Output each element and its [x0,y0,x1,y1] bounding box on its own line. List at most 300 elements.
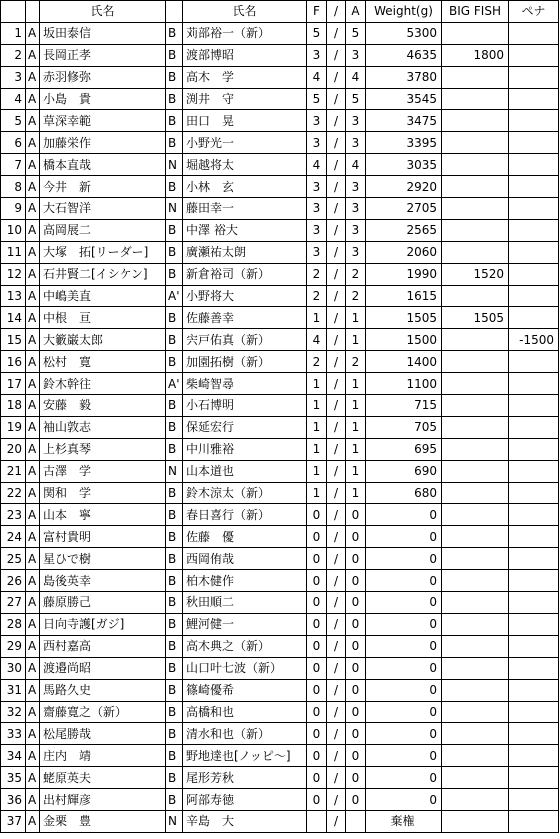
class1-cell: A [26,548,40,570]
slash-cell: / [327,395,346,417]
slash-cell: / [327,329,346,351]
name2-cell: 田口 晃 [183,110,307,132]
class2-cell: N [166,198,183,220]
penalty-cell: -1500 [509,329,559,351]
penalty-cell [509,460,559,482]
f-count-cell: 0 [307,592,327,614]
class1-cell: A [26,395,40,417]
name2-cell: 小林 玄 [183,176,307,198]
name1-cell: 蛯原英夫 [40,767,166,789]
slash-cell: / [327,44,346,66]
weight-cell: 0 [366,767,442,789]
table-row [1,351,559,373]
table-row [1,460,559,482]
weight-cell: 0 [366,745,442,767]
class1-cell: A [26,132,40,154]
class2-cell: B [166,176,183,198]
penalty-cell [509,263,559,285]
f-count-cell: 0 [307,548,327,570]
name2-cell: 渕井 守 [183,88,307,110]
a-count-cell: 1 [346,416,366,438]
header-class2 [166,1,183,23]
a-count-cell: 3 [346,176,366,198]
class2-cell: B [166,723,183,745]
name2-cell: 新倉裕司（新） [183,263,307,285]
a-count-cell: 1 [346,373,366,395]
row-index-cell: 1 [1,22,26,44]
slash-cell: / [327,263,346,285]
class1-cell: A [26,307,40,329]
penalty-cell [509,810,559,832]
name2-cell: 辛島 大 [183,810,307,832]
name2-cell: 堀越将太 [183,154,307,176]
weight-cell: 2705 [366,198,442,220]
slash-cell: / [327,745,346,767]
row-index-cell: 6 [1,132,26,154]
class1-cell: A [26,66,40,88]
bigfish-cell [442,438,509,460]
bigfish-cell [442,219,509,241]
row-index-cell: 25 [1,548,26,570]
table-row [1,198,559,220]
f-count-cell: 0 [307,504,327,526]
weight-cell: 3035 [366,154,442,176]
weight-cell: 705 [366,416,442,438]
bigfish-cell [442,504,509,526]
f-count-cell: 3 [307,241,327,263]
class2-cell: B [166,395,183,417]
weight-cell: 690 [366,460,442,482]
class2-cell: B [166,44,183,66]
slash-cell: / [327,285,346,307]
slash-cell: / [327,241,346,263]
bigfish-cell [442,789,509,811]
penalty-cell [509,592,559,614]
penalty-cell [509,395,559,417]
name1-cell: 高岡展二 [40,219,166,241]
row-index-cell: 32 [1,701,26,723]
table-row [1,613,559,635]
name1-cell: 富村貴明 [40,526,166,548]
row-index-cell: 2 [1,44,26,66]
f-count-cell: 0 [307,526,327,548]
slash-cell: / [327,613,346,635]
table-row [1,110,559,132]
class2-cell: B [166,110,183,132]
name2-cell: 秋田順二 [183,592,307,614]
f-count-cell: 4 [307,66,327,88]
penalty-cell [509,745,559,767]
table-row [1,22,559,44]
bigfish-cell [442,635,509,657]
name1-cell: 大籔巌太郎 [40,329,166,351]
bigfish-cell [442,416,509,438]
header-bigfish: BIG FISH [442,1,509,23]
penalty-cell [509,635,559,657]
bigfish-cell [442,329,509,351]
name1-cell: 今井 新 [40,176,166,198]
penalty-cell [509,176,559,198]
weight-cell: 0 [366,679,442,701]
f-count-cell: 0 [307,570,327,592]
header-weight: Weight(g) [366,1,442,23]
a-count-cell: 0 [346,504,366,526]
name1-cell: 大石智洋 [40,198,166,220]
name1-cell: 庄内 靖 [40,745,166,767]
name1-cell: 山本 寧 [40,504,166,526]
weight-cell: 3780 [366,66,442,88]
penalty-cell [509,613,559,635]
name1-cell: 大塚 拓[リーダー] [40,241,166,263]
class2-cell: B [166,351,183,373]
f-count-cell: 0 [307,657,327,679]
class2-cell: N [166,154,183,176]
name1-cell: 草深幸範 [40,110,166,132]
slash-cell: / [327,438,346,460]
bigfish-cell [442,154,509,176]
slash-cell: / [327,570,346,592]
table-row [1,307,559,329]
slash-cell: / [327,460,346,482]
row-index-cell: 3 [1,66,26,88]
table-row [1,745,559,767]
weight-cell: 3475 [366,110,442,132]
class1-cell: A [26,592,40,614]
a-count-cell: 1 [346,460,366,482]
row-index-cell: 13 [1,285,26,307]
class1-cell: A [26,416,40,438]
row-index-cell: 33 [1,723,26,745]
weight-cell: 棄権 [366,810,442,832]
table-row [1,241,559,263]
name1-cell: 袖山敦志 [40,416,166,438]
a-count-cell: 0 [346,723,366,745]
bigfish-cell [442,88,509,110]
penalty-cell [509,723,559,745]
bigfish-cell [442,701,509,723]
header-row [1,1,559,23]
penalty-cell [509,548,559,570]
table-row [1,329,559,351]
class1-cell: A [26,110,40,132]
class1-cell: A [26,373,40,395]
name2-cell: 鯉河健一 [183,613,307,635]
row-index-cell: 7 [1,154,26,176]
penalty-cell [509,701,559,723]
a-count-cell: 0 [346,592,366,614]
weight-cell: 2060 [366,241,442,263]
slash-cell: / [327,416,346,438]
row-index-cell: 31 [1,679,26,701]
slash-cell: / [327,657,346,679]
f-count-cell: 0 [307,723,327,745]
table-row [1,132,559,154]
class2-cell: B [166,613,183,635]
f-count-cell: 1 [307,460,327,482]
class2-cell: B [166,548,183,570]
name2-cell: 西岡侑哉 [183,548,307,570]
name2-cell: 柏木健作 [183,570,307,592]
class1-cell: A [26,504,40,526]
penalty-cell [509,154,559,176]
a-count-cell: 4 [346,154,366,176]
class2-cell: B [166,504,183,526]
weight-cell: 1100 [366,373,442,395]
class2-cell: B [166,679,183,701]
class1-cell: A [26,789,40,811]
name1-cell: 藤原勝己 [40,592,166,614]
f-count-cell: 0 [307,679,327,701]
slash-cell: / [327,219,346,241]
row-index-cell: 29 [1,635,26,657]
class2-cell: N [166,460,183,482]
bigfish-cell [442,723,509,745]
bigfish-cell [442,132,509,154]
table-row [1,176,559,198]
f-count-cell: 2 [307,285,327,307]
penalty-cell [509,373,559,395]
name1-cell: 渡邉尚昭 [40,657,166,679]
table-row [1,438,559,460]
a-count-cell: 0 [346,613,366,635]
class1-cell: A [26,723,40,745]
table-row [1,592,559,614]
weight-cell: 0 [366,570,442,592]
penalty-cell [509,767,559,789]
name1-cell: 中嶋美直 [40,285,166,307]
penalty-cell [509,351,559,373]
class1-cell: A [26,351,40,373]
penalty-cell [509,789,559,811]
header-name2: 氏名 [183,1,307,23]
weight-cell: 3395 [366,132,442,154]
weight-cell: 0 [366,635,442,657]
penalty-cell [509,241,559,263]
row-index-cell: 24 [1,526,26,548]
class1-cell: A [26,219,40,241]
class2-cell: B [166,88,183,110]
slash-cell: / [327,154,346,176]
row-index-cell: 8 [1,176,26,198]
penalty-cell [509,198,559,220]
name2-cell: 中澤 裕大 [183,219,307,241]
slash-cell: / [327,132,346,154]
class2-cell: B [166,657,183,679]
row-index-cell: 37 [1,810,26,832]
penalty-cell [509,219,559,241]
name2-cell: 苅部裕一（新） [183,22,307,44]
row-index-cell: 26 [1,570,26,592]
f-count-cell: 3 [307,110,327,132]
header-f: F [307,1,327,23]
weight-cell: 715 [366,395,442,417]
a-count-cell: 5 [346,88,366,110]
slash-cell: / [327,679,346,701]
slash-cell: / [327,504,346,526]
name1-cell: 坂田泰信 [40,22,166,44]
slash-cell: / [327,482,346,504]
slash-cell: / [327,176,346,198]
row-index-cell: 10 [1,219,26,241]
bigfish-cell [442,22,509,44]
a-count-cell: 2 [346,285,366,307]
table-row [1,810,559,832]
header-index [1,1,26,23]
weight-cell: 0 [366,613,442,635]
class2-cell: B [166,482,183,504]
name2-cell: 野地達也[ノッピ～] [183,745,307,767]
bigfish-cell [442,767,509,789]
bigfish-cell: 1505 [442,307,509,329]
f-count-cell: 0 [307,789,327,811]
class2-cell: B [166,241,183,263]
name2-cell: 阿部寿徳 [183,789,307,811]
bigfish-cell [442,745,509,767]
name1-cell: 松尾勝哉 [40,723,166,745]
weight-cell: 1615 [366,285,442,307]
class2-cell: B [166,219,183,241]
row-index-cell: 4 [1,88,26,110]
f-count-cell: 4 [307,154,327,176]
bigfish-cell [442,592,509,614]
slash-cell: / [327,198,346,220]
weight-cell: 680 [366,482,442,504]
name2-cell: 柴崎智尋 [183,373,307,395]
weight-cell: 3545 [366,88,442,110]
a-count-cell: 4 [346,66,366,88]
f-count-cell: 1 [307,307,327,329]
row-index-cell: 16 [1,351,26,373]
f-count-cell: 3 [307,198,327,220]
penalty-cell [509,132,559,154]
name1-cell: 西村嘉高 [40,635,166,657]
name1-cell: 関和 学 [40,482,166,504]
bigfish-cell [442,373,509,395]
a-count-cell: 0 [346,526,366,548]
header-slash: / [327,1,346,23]
class1-cell: A [26,482,40,504]
penalty-cell [509,307,559,329]
table-row [1,789,559,811]
a-count-cell: 0 [346,657,366,679]
name2-cell: 保延宏行 [183,416,307,438]
penalty-cell [509,22,559,44]
row-index-cell: 12 [1,263,26,285]
f-count-cell: 3 [307,219,327,241]
class1-cell: A [26,438,40,460]
a-count-cell: 3 [346,219,366,241]
row-index-cell: 22 [1,482,26,504]
row-index-cell: 14 [1,307,26,329]
class1-cell: A [26,154,40,176]
bigfish-cell [442,548,509,570]
name1-cell: 日向寺護[ガジ] [40,613,166,635]
weight-cell: 0 [366,548,442,570]
a-count-cell: 0 [346,635,366,657]
class1-cell: A [26,44,40,66]
row-index-cell: 15 [1,329,26,351]
row-index-cell: 18 [1,395,26,417]
slash-cell: / [327,526,346,548]
table-row [1,767,559,789]
f-count-cell: 2 [307,263,327,285]
a-count-cell: 3 [346,44,366,66]
penalty-cell [509,44,559,66]
name1-cell: 松村 寛 [40,351,166,373]
bigfish-cell [442,657,509,679]
name1-cell: 金栗 豊 [40,810,166,832]
penalty-cell [509,570,559,592]
a-count-cell: 0 [346,745,366,767]
name2-cell: 中川雅裕 [183,438,307,460]
penalty-cell [509,504,559,526]
slash-cell: / [327,548,346,570]
f-count-cell: 5 [307,22,327,44]
name1-cell: 出村輝彦 [40,789,166,811]
f-count-cell: 0 [307,745,327,767]
name1-cell: 石井賢二[イシケン] [40,263,166,285]
table-row [1,88,559,110]
f-count-cell: 2 [307,351,327,373]
class1-cell: A [26,176,40,198]
name1-cell: 加藤栄作 [40,132,166,154]
name1-cell: 中根 亘 [40,307,166,329]
f-count-cell: 3 [307,132,327,154]
bigfish-cell [442,613,509,635]
f-count-cell: 0 [307,701,327,723]
f-count-cell: 0 [307,767,327,789]
class1-cell: A [26,241,40,263]
a-count-cell: 1 [346,438,366,460]
weight-cell: 1400 [366,351,442,373]
bigfish-cell: 1800 [442,44,509,66]
bigfish-cell [442,482,509,504]
class2-cell: B [166,66,183,88]
slash-cell: / [327,22,346,44]
name2-cell: 廣瀬祐太朗 [183,241,307,263]
class2-cell: B [166,438,183,460]
name1-cell: 齋藤寛之（新） [40,701,166,723]
name1-cell: 安藤 毅 [40,395,166,417]
class2-cell: B [166,701,183,723]
table-row [1,723,559,745]
bigfish-cell [442,460,509,482]
row-index-cell: 30 [1,657,26,679]
f-count-cell: 4 [307,329,327,351]
slash-cell: / [327,110,346,132]
table-row [1,263,559,285]
bigfish-cell [442,810,509,832]
table-row [1,373,559,395]
penalty-cell [509,88,559,110]
weight-cell: 695 [366,438,442,460]
f-count-cell: 0 [307,613,327,635]
name1-cell: 橋本直哉 [40,154,166,176]
name1-cell: 星ひで樹 [40,548,166,570]
row-index-cell: 36 [1,789,26,811]
table-row [1,570,559,592]
row-index-cell: 20 [1,438,26,460]
bigfish-cell [442,351,509,373]
row-index-cell: 23 [1,504,26,526]
a-count-cell: 1 [346,395,366,417]
f-count-cell: 3 [307,44,327,66]
row-index-cell: 21 [1,460,26,482]
table-row [1,701,559,723]
slash-cell: / [327,66,346,88]
bigfish-cell [442,110,509,132]
class2-cell: B [166,132,183,154]
